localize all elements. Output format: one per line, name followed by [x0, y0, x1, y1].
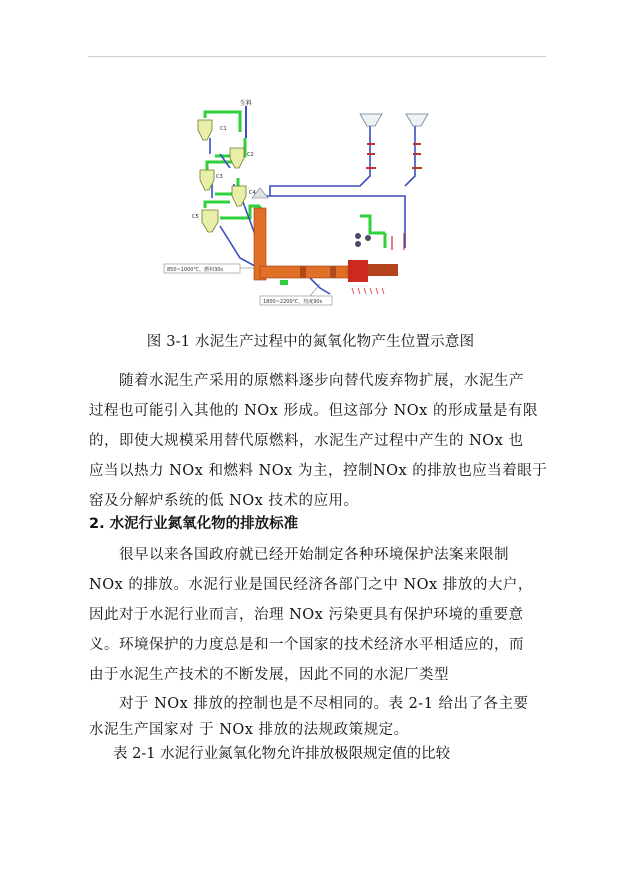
paragraph2-line2: NOx 的排放。水泥行业是国民经济各部门之中 NOx 排放的大户， [89, 577, 533, 593]
process-diagram [160, 98, 460, 314]
figure-caption: 图 3-1 水泥生产过程中的氮氧化物产生位置示意图 [146, 334, 475, 350]
paragraph1-line1: 随着水泥生产采用的原燃料逐步向替代废弃物扩展，水泥生产 [119, 373, 524, 389]
cyclone-label-c4: C4 [249, 190, 256, 196]
paragraph1-line3: 的，即使大规模采用替代原燃料，水泥生产过程中产生的 NOx 也 [89, 433, 524, 449]
raw-meal-label: 生料 [240, 100, 253, 107]
paragraph2-line3: 因此对于水泥行业而言，治理 NOx 污染更具有保护环境的重要意 [89, 607, 524, 623]
paragraph1-line2: 过程也可能引入其他的 NOx 形成。但这部分 NOx 的形成量是有限 [89, 403, 538, 419]
paragraph1-line4: 应当以热力 NOx 和燃料 NOx 为主，控制NOx 的排放也应当着眼于 [89, 463, 548, 479]
header-rule [88, 56, 546, 57]
table-caption: 表 2-1 水泥行业氮氧化物允许排放极限规定值的比较 [113, 746, 451, 762]
section-heading: 2. 水泥行业氮氧化物的排放标准 [89, 516, 299, 532]
paragraph3-line2: 水泥生产国家对 于 NOx 排放的法规政策规定。 [89, 722, 409, 738]
kiln-temp-label: 1800~2200℃，热度90s [263, 299, 323, 305]
cyclone-label-c3: C3 [216, 174, 223, 180]
cyclone-label-c1: C1 [220, 126, 227, 132]
cyclone-label-c5: C5 [192, 214, 199, 220]
cyclone-label-c2: C2 [247, 152, 254, 158]
calciner-temp-label: 850~1000℃，燃料30s [167, 267, 224, 273]
paragraph1-line5: 窑及分解炉系统的低 NOx 技术的应用。 [89, 493, 359, 509]
paragraph2-line4: 义。环境保护的力度总是和一个国家的技术经济水平相适应的，而 [89, 637, 524, 653]
paragraph3-line1: 对于 NOx 排放的控制也是不尽相同的。表 2-1 给出了各主要 [119, 696, 529, 712]
paragraph2-line5: 由于水泥生产技术的不断发展，因此不同的水泥厂类型 [89, 667, 449, 683]
paragraph2-line1: 很早以来各国政府就已经开始制定各种环境保护法案来限制 [119, 547, 509, 563]
